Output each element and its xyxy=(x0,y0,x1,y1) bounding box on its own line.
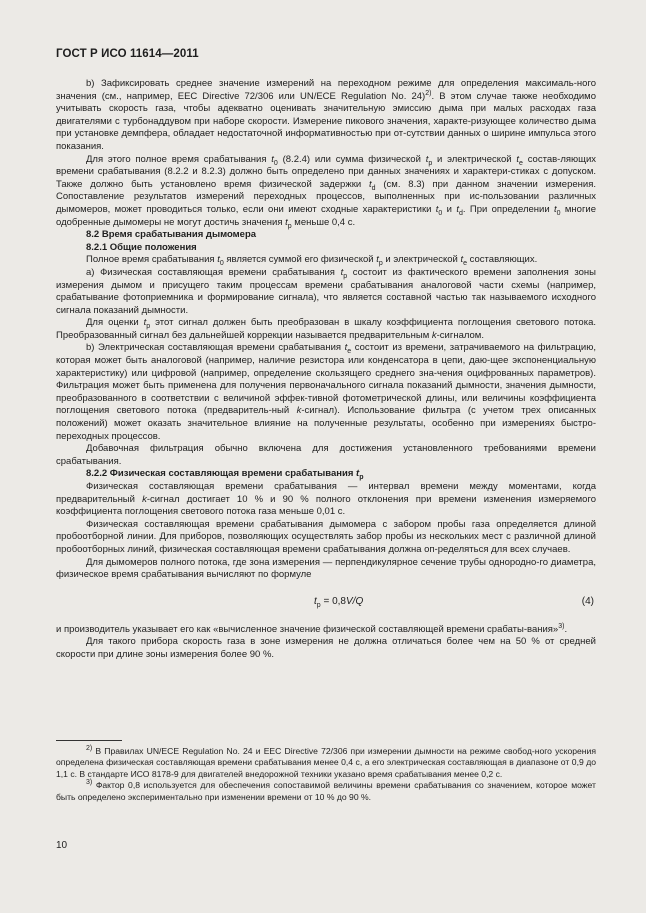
paragraph-b-fix-mean: b) Зафиксировать среднее значение измерений на переходном режиме для определения максималь-ного значения (см., например, EEC Directive 72/306 или UN/ECE Regulation No. 24)$^{2)}$. В этом случае также необходимо учитывать скорость газа, чтобы адекватно оценивать значительную эмиссию дыма при малых расходах газа двигателями с турбонаддувом при наборе скорости. Измерение пикового значения, характе-ризующее количество дыма при установке демпфера, обладает недостаточной информативностью при от-сутствии данных о ширине импульса этого показания. xyxy=(56,78,596,152)
section-heading-8-2-1: 8.2.1 Общие положения xyxy=(86,241,197,253)
section-heading-8-2-2: 8.2.2 Физическая составляющая времени срабатывания $t_p$ xyxy=(86,468,364,482)
paragraph-b-electrical: b) Электрическая составляющая времени срабатывания $t_e$ состоит из времени, затрачиваемого на фильтрацию, которая может быть аналоговой (например, наличие резистора или конденсатора в цепи, даю-щее экспоненциальную характеристику) или цифровой (например, определение скользящего среднего зна-чения оцифрованных параметров). Фильтрация может быть применена для получения первоначального сигнала показаний дымности, значения дымности, преобразованного в соответствии с величиной эффек-тивной фотометрической длины, или величины коэффициента поглощения светового потока (предваритель-ный k-сигнал). Использование фильтра (с учетом трех описанных положений) может оказать значительное влияние на полученные результаты, особенно при измерениях быстро-переходных процессов. xyxy=(56,342,597,442)
paragraph-physical-definition: Физическая составляющая времени срабатывания — интервал времени между моментами, когда предварительный k-сигнал достигает 10 % и 90 % полного отклонения при времени изменения измеряемого коэффициента поглощения светового потока газа меньше 0,01 с. xyxy=(56,481,596,518)
footnote-2: $^{2)}$ В Правилах UN/ECE Regulation No. 24 и EEC Directive 72/306 при измерении дымности на режиме свобод-ного ускорения определена физическая составляющая времени срабатывания менее 0,4 с, а его электрическая составляющая в диапазоне от 0,9 до 1,1 с. В стандарте ИСО 8178-9 для двигателей внедорожной техники указано время срабатывания менее 0,2 с. xyxy=(56,745,596,779)
paragraph-total-response-time: Для этого полное время срабатывания $t_0$ (8.2.4) или сумма физической $t_p$ и электрической $t_e$ состав-ляющих времени срабатывания (8.2.2 и 8.2.3) должно быть определено при данных значениях и характери-стиках с допуском. Также должно быть установлено время физической задержки $t_d$ (см. 8.3) при данном значении измерения. Сопоставление результатов измерений переходных процессов, выполненных при ис-пользовании различных дымомеров, может проводиться только, если они имеют сходные характеристики $t_0$ и $t_d$. При определении $t_0$ многие одобренные дымомеры не могут достичь значения $t_p$ меньше 0,4 с. xyxy=(56,153,597,230)
paragraph-total-sum: Полное время срабатывания $t_0$ является суммой его физической $t_p$ и электрической $t_e$ составляющих. xyxy=(86,254,538,268)
paragraph-sampling-smokemeter: Физическая составляющая времени срабатывания дымомера с забором пробы газа определяется длиной пробоотборной линии. Для приборов, позволяющих осуществлять забор пробы из нескольких мест с различной длиной пробоотборных линий, физическая составляющая времени срабатывания должна оп-ределяться для всех случаев. xyxy=(56,518,596,555)
paragraph-a-physical: а) Физическая составляющая времени срабатывания $t_p$ состоит из фактического времени заполнения зоны измерения дымом и присущего таким процессам времени срабатывания аналоговой части схемы (например, срабатывание фотоприемника и формирование сигнала), что является составной частью так называемого исходного сигнала показаний дымности. xyxy=(56,266,596,316)
footnotes xyxy=(56,746,596,803)
body-text xyxy=(56,78,596,662)
footnote-divider xyxy=(56,740,122,741)
section-heading-8-2: 8.2 Время срабатывания дымомера xyxy=(86,229,257,241)
paragraph-gas-velocity: Для такого прибора скорость газа в зоне измерения не должна отличаться более чем на 50 % от средней скорости при длине зоны измерения более 90 %. xyxy=(56,636,596,660)
formula-4 xyxy=(56,590,596,618)
paragraph-full-flow: Для дымомеров полного потока, где зона измерения — перпендикулярное сечение трубы однородно-го диаметра, физическое время срабатывания вычисляют по формуле xyxy=(56,556,596,581)
page-number: 10 xyxy=(56,840,68,851)
footnote-3: $^{3)}$ Фактор 0,8 используется для обеспечения сопоставимой величины времени срабатывания со значением, которое может быть определено экспериментально при изменении времени от 10 % до 90 %. xyxy=(56,779,596,802)
formula-number: (4) xyxy=(581,595,594,607)
standard-header: ГОСТ Р ИСО 11614—2011 xyxy=(56,48,199,60)
paragraph-evaluation: Для оценки $t_p$ этот сигнал должен быть преобразован в шкалу коэффициента поглощения светового потока. Преобразованный сигнал без дальнейшей коррекции называется предварительным k-сигналом. xyxy=(56,317,596,341)
paragraph-additional-filtering: Добавочная фильтрация обычно включена для достижения установленного требованиями времени срабатывания. xyxy=(56,443,596,467)
paragraph-manufacturer: и производитель указывает его как «вычисленное значение физической составляющей времени срабаты-вания»$^{3)}$. xyxy=(56,622,568,635)
formula-expression: $t_p = 0,8V/Q$ xyxy=(314,595,364,609)
